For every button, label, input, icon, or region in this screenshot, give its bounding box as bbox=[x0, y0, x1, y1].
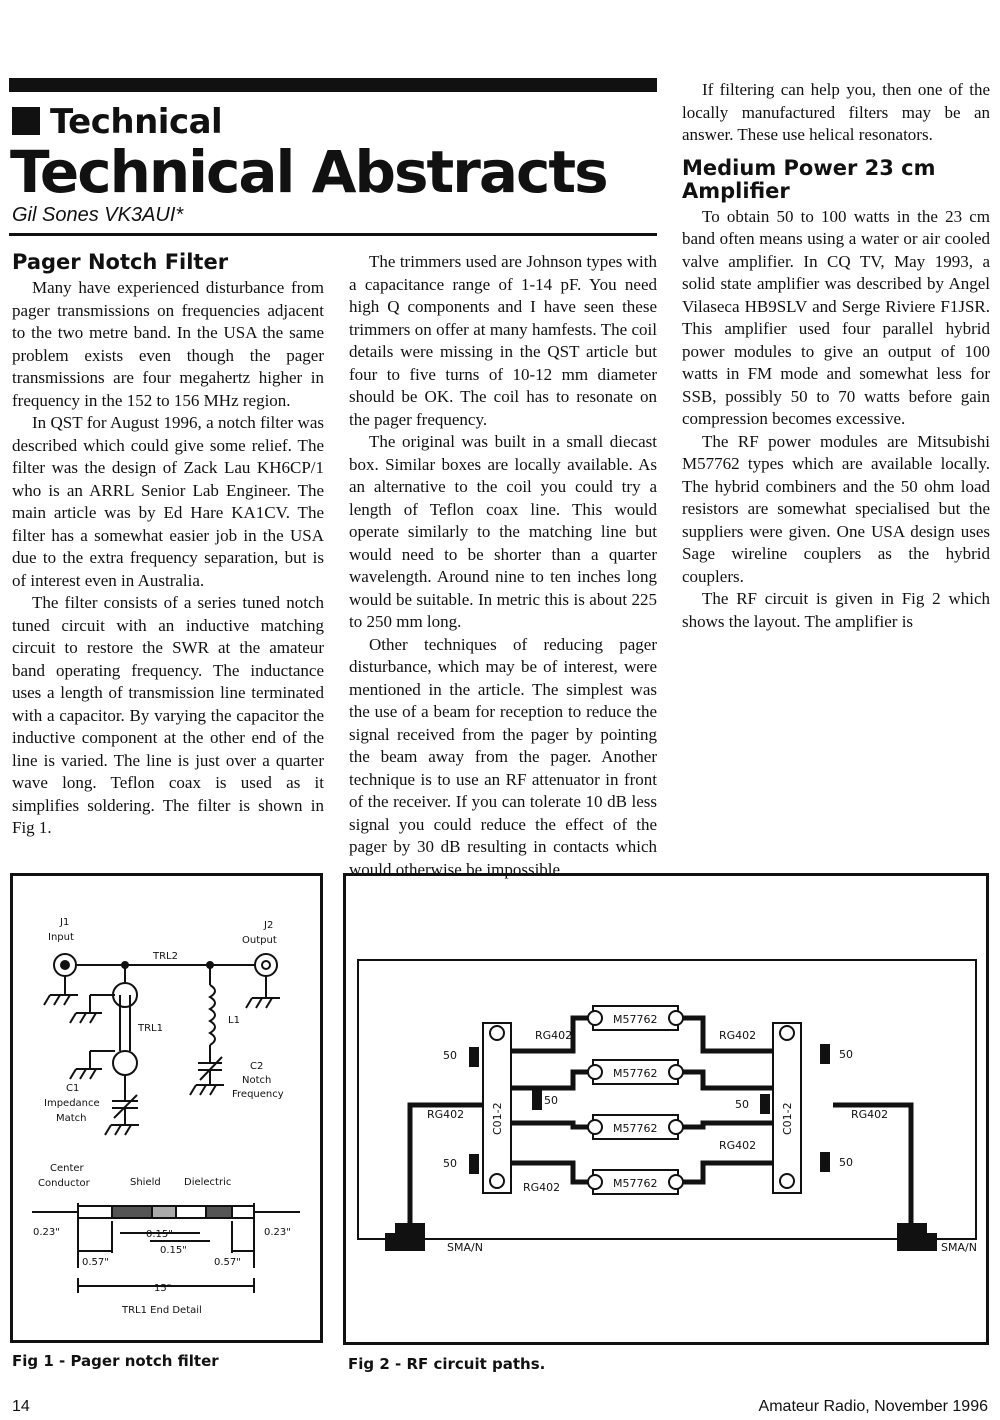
fig2-label-rg402-top-right: RG402 bbox=[719, 1029, 757, 1042]
fig1-dim-15: 15" bbox=[154, 1283, 172, 1294]
fig1-label-c1: C1 bbox=[66, 1083, 80, 1094]
page-number: 14 bbox=[12, 1398, 30, 1415]
paragraph: The filter consists of a series tuned notch tuned circuit with an inductive matching circuit to restore the SWR at the amateur band operating frequency. The inductance uses a length of transmission line terminated with a capacitor. By varying the capacitor the inductive component at the other end of the line is varied. The line is just over a quarter wave long. Teflon coax is used as it simplifies soldering. The filter is shown in Fig 1. bbox=[12, 593, 324, 837]
paragraph: In QST for August 1996, a notch filter was described which could give some relief. The filter was the design of Zack Lau KH6CP/1 who is an ARRL Senior Lab Engineer. The main article was by Ed Hare KA1CV. The filter has a somewhat easier job in the USA due to the extra frequency separation, but is of interest even in Australia. bbox=[12, 413, 324, 590]
column-2 bbox=[349, 251, 657, 881]
section-text: Technical bbox=[50, 102, 223, 142]
fig1-label-dielectric: Dielectric bbox=[184, 1177, 232, 1188]
paragraph: The trimmers used are Johnson types with a capacitance range of 1-14 pF. You need high Q components and I have seen these trimmers on offer at many hamfests. The coil details were missing in the QST article but four to five turns of 10-12 mm diameter should be OK. The coil has to resonate on the pager frequency. bbox=[349, 252, 657, 429]
paragraph: Many have experienced disturbance from pager transmissions on frequencies adjacent to the two metre band. In the USA the same problem exists even though the pager transmissions are four megahertz higher in frequency in the 152 to 156 MHz region. bbox=[12, 278, 324, 410]
fig2-layout bbox=[343, 873, 989, 1345]
paragraph: The RF power modules are Mitsubishi M57762 types which are available locally. The hybrid combiners and the 50 ohm load resistors are somewhat specialised but the suppliers were given. One USA design uses Sage wireline couplers as the hybrid couplers. bbox=[682, 431, 990, 586]
fig2-label-res-right-1: 50 bbox=[839, 1048, 853, 1061]
fig2-caption: Fig 2 - RF circuit paths. bbox=[348, 1355, 546, 1373]
paragraph: The RF circuit is given in Fig 2 which shows the layout. The amplifier is bbox=[682, 589, 990, 631]
fig2-module-label: M57762 bbox=[613, 1013, 658, 1026]
fig2-label-sma-left: SMA/N bbox=[447, 1241, 483, 1254]
fig2-label-sma-right: SMA/N bbox=[941, 1241, 977, 1254]
fig1-dim-057-right: 0.57" bbox=[214, 1257, 241, 1268]
title-underline bbox=[9, 233, 657, 236]
fig2-label-res-mid-left: 50 bbox=[544, 1094, 558, 1107]
magazine-credit: Amateur Radio, November 1996 bbox=[758, 1398, 988, 1415]
page-title: Technical Abstracts bbox=[10, 138, 607, 206]
fig1-label-detail: TRL1 End Detail bbox=[122, 1305, 202, 1316]
fig1-schematic bbox=[10, 873, 323, 1343]
fig2-label-res-right-2: 50 bbox=[839, 1156, 853, 1169]
section-label bbox=[12, 102, 222, 142]
fig2-label-res-left-1: 50 bbox=[443, 1049, 457, 1062]
fig1-label-trl2: TRL2 bbox=[153, 951, 178, 962]
fig2-module-label: M57762 bbox=[613, 1122, 658, 1135]
fig1-dim-023-left: 0.23" bbox=[33, 1227, 60, 1238]
fig1-dim-023-right: 0.23" bbox=[264, 1227, 291, 1238]
fig2-label-res-mid-right: 50 bbox=[735, 1098, 749, 1111]
fig2-coupler-label: C01-2 bbox=[781, 1102, 794, 1135]
fig1-label-j1: J1 bbox=[60, 917, 70, 928]
fig1-label-c2: C2 bbox=[250, 1061, 264, 1072]
fig1-label-trl1: TRL1 bbox=[138, 1023, 163, 1034]
column-3 bbox=[682, 79, 990, 633]
paragraph: The original was built in a small diecast box. Similar boxes are locally available. As an alternative to the coil you could try a length of Teflon coax line. This would operate similarly to the matching line but would need to be shorter than a quarter wavelength. Around nine to ten inches long would be suitable. In metric this is about 225 to 250 mm long. bbox=[349, 432, 657, 631]
fig2-module-label: M57762 bbox=[613, 1067, 658, 1080]
fig1-label-center: Center bbox=[50, 1163, 84, 1174]
fig1-dim-015-a: 0.15" bbox=[146, 1229, 173, 1240]
square-bullet-icon bbox=[12, 107, 40, 135]
fig1-label-impedance: Impedance bbox=[44, 1098, 100, 1109]
article1-heading: Pager Notch Filter bbox=[12, 250, 229, 274]
fig1-label-frequency: Frequency bbox=[232, 1089, 284, 1100]
fig1-label-notch: Notch bbox=[242, 1075, 272, 1086]
fig1-dim-057-left: 0.57" bbox=[82, 1257, 109, 1268]
paragraph: Other techniques of reducing pager disturbance, which may be of interest, were mentioned in the article. The simplest was the use of a beam for reception to reduce the signal received from the pager by pointing the beam away from the pager. Another technique is to use an RF attenuator in front of the receiver. If you can tolerate 10 dB less signal you could reduce the effect of the pager by 30 dB resulting in contacts which would otherwise be impossible. bbox=[349, 634, 657, 879]
article2-heading: Medium Power 23 cm Amplifier bbox=[682, 155, 936, 203]
fig1-dim-015-b: 0.15" bbox=[160, 1245, 187, 1256]
fig2-label-rg402-left: RG402 bbox=[427, 1108, 465, 1121]
fig1-label-input: Input bbox=[48, 932, 74, 943]
column-1 bbox=[12, 251, 324, 840]
fig1-label-l1: L1 bbox=[228, 1015, 240, 1026]
fig2-label-rg402-right: RG402 bbox=[851, 1108, 889, 1121]
fig1-label-shield: Shield bbox=[130, 1177, 161, 1188]
fig2-label-res-left-2: 50 bbox=[443, 1157, 457, 1170]
fig2-coupler-label: C01-2 bbox=[491, 1102, 504, 1135]
top-rule-bar bbox=[9, 78, 657, 92]
fig1-label-match: Match bbox=[56, 1113, 87, 1124]
fig1-label-j2: J2 bbox=[264, 920, 274, 931]
paragraph: To obtain 50 to 100 watts in the 23 cm band often means using a water or air cooled valve amplifier. In CQ TV, May 1993, a solid state amplifier was described by Angel Vilaseca HB9SLV and Serge Riviere F1JSR. This amplifier used four parallel hybrid power modules to give an output of 100 watts in FM mode and somewhat less for SSB, possibly 50 to 70 watts before gain compression becomes excessive. bbox=[682, 206, 990, 428]
author-byline: Gil Sones VK3AUI* bbox=[12, 204, 184, 226]
fig2-label-rg402-mid-right: RG402 bbox=[719, 1139, 757, 1152]
fig2-label-rg402-bottom-left: RG402 bbox=[523, 1181, 561, 1194]
fig2-module-label: M57762 bbox=[613, 1177, 658, 1190]
fig1-label-output: Output bbox=[242, 935, 277, 946]
fig1-label-conductor: Conductor bbox=[38, 1178, 90, 1189]
paragraph: If filtering can help you, then one of the locally manufactured filters may be an answer. These use helical resonators. bbox=[682, 80, 990, 144]
fig2-label-rg402-top-left: RG402 bbox=[535, 1029, 573, 1042]
fig1-caption: Fig 1 - Pager notch filter bbox=[12, 1352, 219, 1370]
